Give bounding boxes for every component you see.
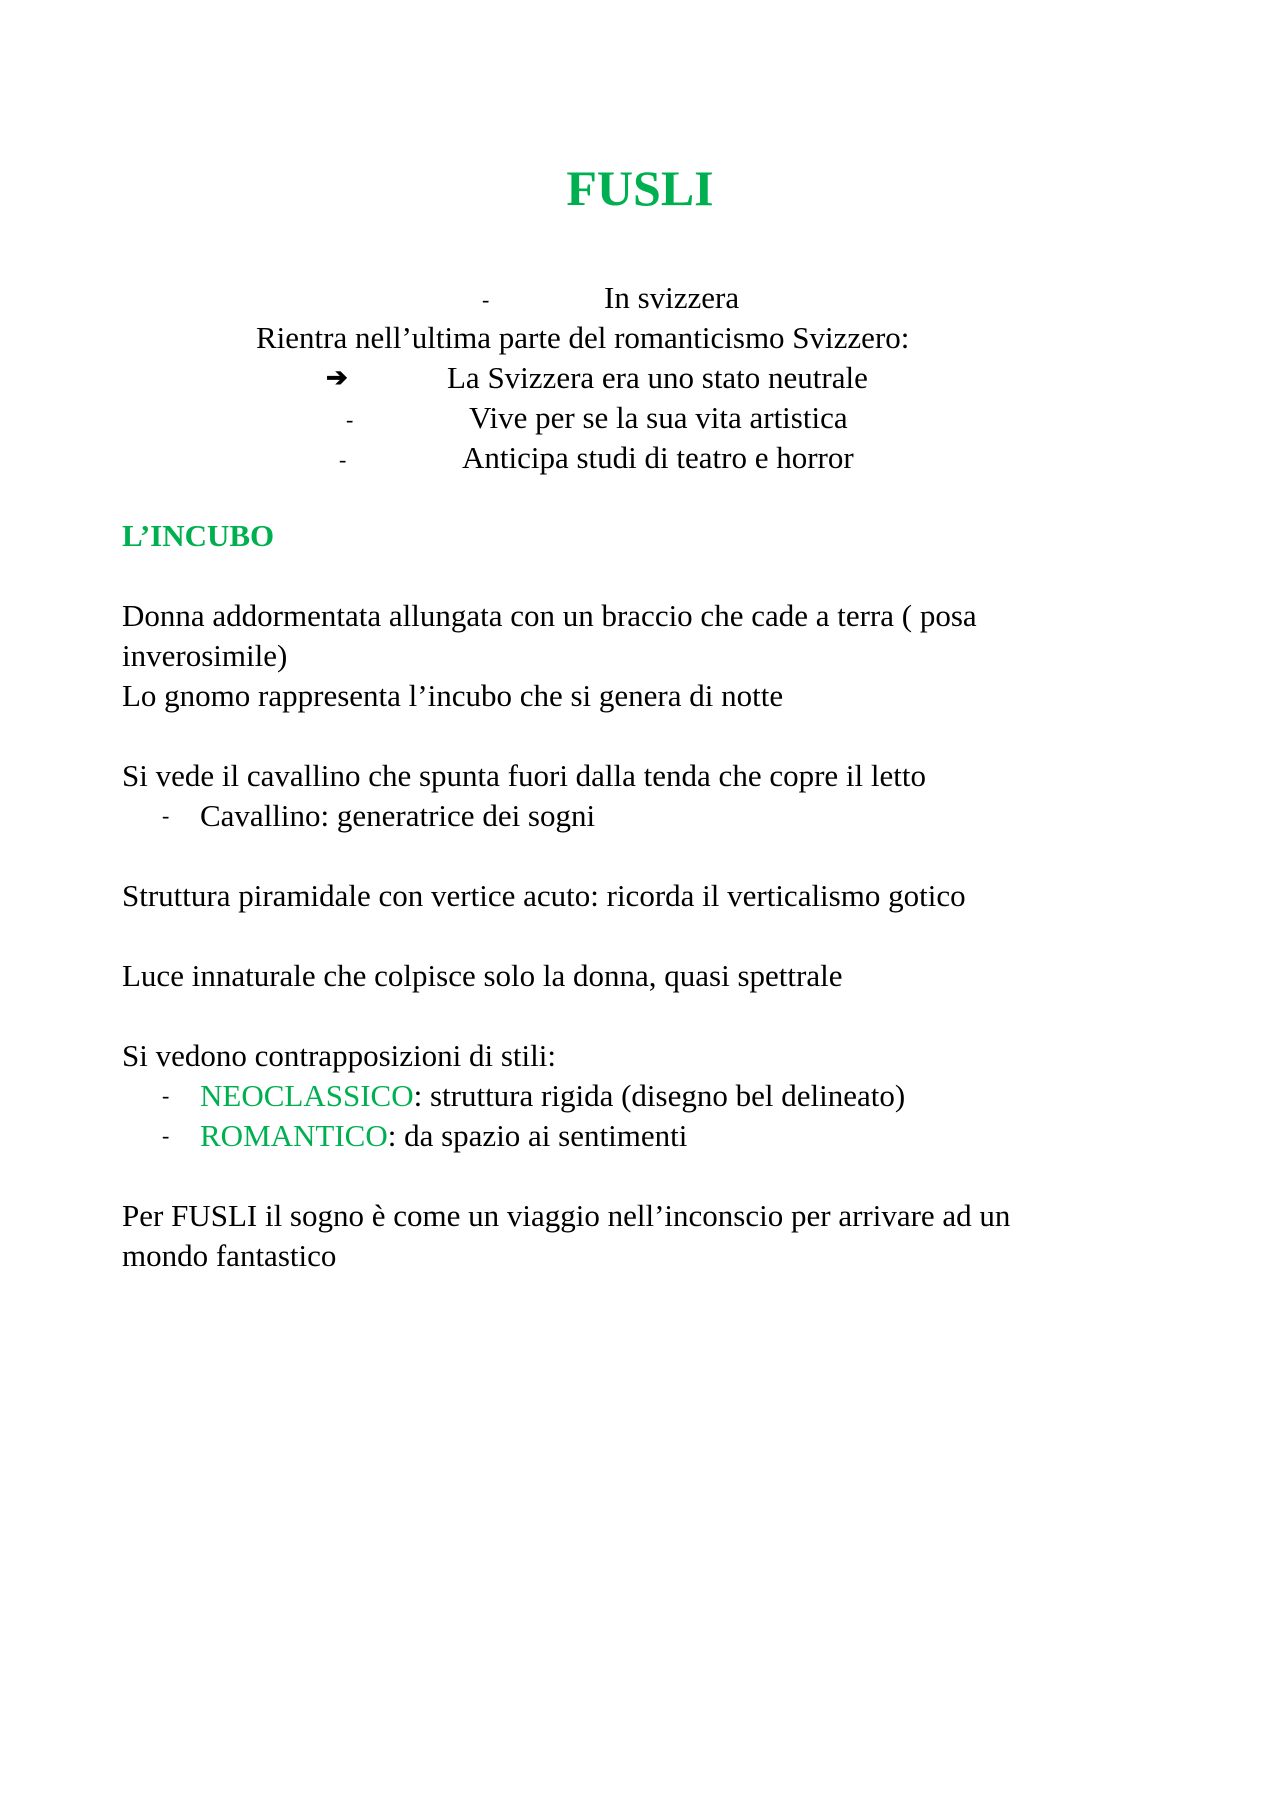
section-title: L’INCUBO — [122, 518, 275, 553]
intro-line2-text: Rientra nell’ultima parte del romanticismo Svizzero: — [256, 320, 910, 355]
paragraph-line: Lo gnomo rappresenta l’incubo che si genera di notte — [122, 678, 784, 713]
paragraph-line: Per FUSLI il sogno è come un viaggio nell’inconscio per arrivare ad un — [122, 1198, 1011, 1233]
intro-line3-text: La Svizzera era uno stato neutrale — [447, 360, 868, 395]
paragraph-line: inverosimile) — [122, 638, 288, 673]
bullet-marker: - — [162, 803, 170, 828]
paragraph-line: Donna addormentata allungata con un braccio che cade a terra ( posa — [122, 598, 977, 633]
bullet-marker: - — [162, 1083, 170, 1108]
list-item-text: Cavallino: generatrice dei sogni — [200, 798, 596, 833]
paragraph-line: mondo fantastico — [122, 1238, 337, 1273]
list-item-text — [200, 1116, 687, 1156]
intro-line4-text: Vive per se la sua vita artistica — [469, 400, 848, 435]
style-label-romantico: ROMANTICO — [200, 1118, 388, 1153]
bullet-marker: - — [162, 1123, 170, 1148]
style-description: : struttura rigida (disegno bel delineato) — [413, 1078, 906, 1113]
intro-line4-marker: - — [346, 407, 354, 432]
paragraph-line: Si vede il cavallino che spunta fuori dalla tenda che copre il letto — [122, 758, 926, 793]
arrow-icon: ➔ — [326, 363, 348, 392]
paragraph-line: Luce innaturale che colpisce solo la donna, quasi spettrale — [122, 958, 843, 993]
intro-line5-marker: - — [339, 447, 347, 472]
style-label-neoclassico: NEOCLASSICO — [200, 1078, 414, 1113]
intro-line5-text: Anticipa studi di teatro e horror — [462, 440, 854, 475]
paragraph-line: Si vedono contrapposizioni di stili: — [122, 1038, 556, 1073]
style-description: : da spazio ai sentimenti — [387, 1118, 688, 1153]
intro-line1-text: In svizzera — [604, 280, 740, 315]
intro-line1-marker: - — [482, 287, 490, 312]
paragraph-line: Struttura piramidale con vertice acuto: ricorda il verticalismo gotico — [122, 878, 966, 913]
list-item-text — [200, 1076, 905, 1116]
page-title: FUSLI — [566, 160, 714, 216]
